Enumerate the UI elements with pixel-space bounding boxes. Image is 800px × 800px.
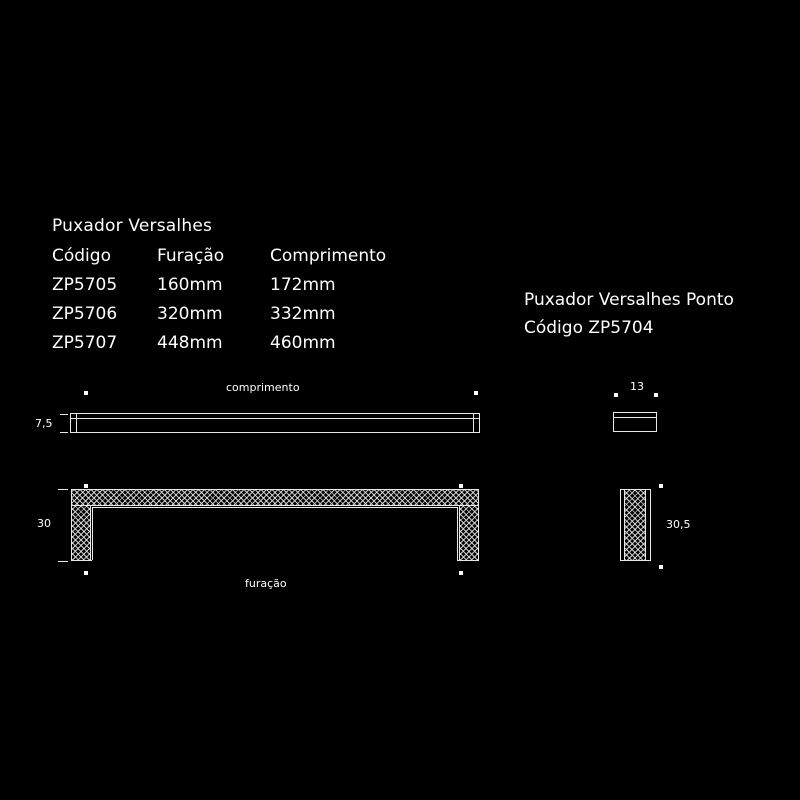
table-row: 172mm <box>270 275 336 295</box>
front-view-inner-right-line <box>457 507 458 560</box>
dimension-label-height-30: 30 <box>37 517 51 530</box>
front-view-right-foot-line <box>457 560 479 561</box>
dimension-tick <box>659 484 663 488</box>
dimension-ext-line <box>60 432 68 433</box>
table-row: 460mm <box>270 333 336 353</box>
table-row: 160mm <box>157 275 223 295</box>
right-side-view-right-line <box>650 489 651 561</box>
right-top-view-inner-line <box>614 417 656 418</box>
dimension-ext-line <box>58 561 68 562</box>
front-view-left-foot-line <box>71 560 92 561</box>
dimension-tick <box>84 571 88 575</box>
table-row: 320mm <box>157 304 223 324</box>
table-header-comprimento: Comprimento <box>270 246 387 266</box>
dimension-tick <box>614 393 618 397</box>
product-title: Puxador Versalhes <box>52 216 213 236</box>
dimension-ext-line <box>60 414 68 415</box>
dimension-tick <box>84 391 88 395</box>
right-side-view-hatch <box>624 489 646 561</box>
dimension-tick <box>84 484 88 488</box>
top-view-inner-line <box>71 418 479 419</box>
table-row: 448mm <box>157 333 223 353</box>
front-view-grip-bar-hatch <box>71 489 479 506</box>
table-row: ZP5705 <box>52 275 118 295</box>
dimension-label-width-13: 13 <box>630 380 644 393</box>
dimension-tick <box>459 484 463 488</box>
right-side-view-bottom-line <box>620 560 650 561</box>
right-side-view-top-line <box>620 489 650 490</box>
dimension-tick <box>659 565 663 569</box>
table-row: ZP5707 <box>52 333 118 353</box>
right-top-view-outline <box>613 412 657 432</box>
table-row: ZP5706 <box>52 304 118 324</box>
top-view-outline <box>70 413 480 433</box>
dimension-tick <box>654 393 658 397</box>
table-header-codigo: Código <box>52 246 111 266</box>
front-view-left-leg-hatch <box>71 506 91 561</box>
dimension-tick <box>459 571 463 575</box>
product-right-title: Puxador Versalhes Ponto <box>524 290 734 310</box>
dimension-tick <box>474 391 478 395</box>
top-view-left-inner-line <box>76 414 77 432</box>
dimension-label-height-7-5: 7,5 <box>35 417 53 430</box>
dimension-label-height-30-5: 30,5 <box>666 518 691 531</box>
top-view-right-inner-line <box>473 414 474 432</box>
right-side-view-left-line <box>620 489 621 561</box>
table-header-furacao: Furação <box>157 246 225 266</box>
dimension-label-furacao: furação <box>245 577 287 590</box>
dimension-label-comprimento: comprimento <box>226 381 300 394</box>
product-right-code: Código ZP5704 <box>524 318 654 338</box>
front-view-inner-top-line <box>92 507 458 508</box>
dimension-ext-line <box>58 489 68 490</box>
front-view-right-leg-hatch <box>459 506 479 561</box>
front-view-inner-recess <box>92 507 458 560</box>
table-row: 332mm <box>270 304 336 324</box>
front-view-inner-left-line <box>92 507 93 560</box>
